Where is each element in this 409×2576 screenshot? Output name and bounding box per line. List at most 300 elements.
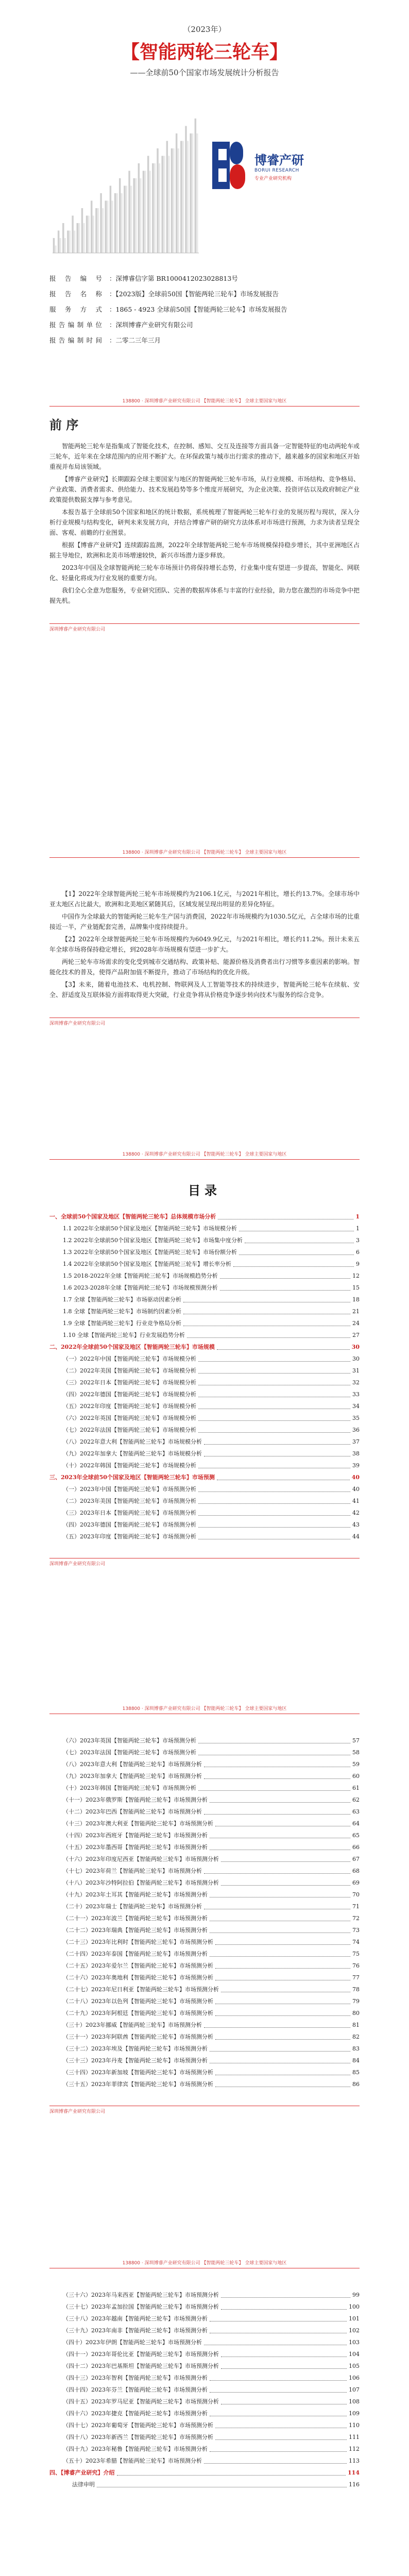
chart-bar [111, 201, 113, 253]
toc-item-page: 103 [349, 2339, 360, 2346]
toc-item[interactable] [49, 1329, 360, 1341]
chart-bar [166, 141, 168, 253]
toc-item-text: （二十五）2023年爱尔兰【智能两轮三轮车】市场预测分析 [63, 1962, 213, 1969]
chart-bar [159, 163, 160, 253]
chart-bar [163, 156, 165, 253]
toc-leader-dots [220, 1290, 350, 1291]
chart-bar [110, 186, 111, 253]
paragraph: 两轮三轮车市场需求的变化受到城市交通结构、政策补贴、能源价格及消费者出行习惯等多重因素的影响。智能化技术的普及，使得产品附加值不断提升，推动了市场结构的优化升级。 [49, 958, 360, 976]
toc-item-text: （九）2023年加拿大【智能两轮三轮车】市场预测分析 [63, 1773, 202, 1780]
meta-row [49, 304, 360, 314]
toc-leader-dots [198, 1790, 350, 1791]
toc-item-page: 102 [349, 2327, 360, 2334]
toc-leader-dots [117, 2475, 346, 2476]
toc-item-text: （四）2022年德国【智能两轮三轮车】市场规模分析 [63, 1391, 196, 1398]
paragraph: 【博睿产业研究】长期跟踪全球主要国家与地区的智能两轮三轮车市场，从行业规模、市场结构、竞争格局、产业政策、消费者需求、供给能力、技术发展趋势等多个维度开展研究，为企业决策、投资评估以及政府制定产业政策提供数据支撑与参考意见。 [49, 476, 360, 504]
toc-item[interactable] [49, 1483, 360, 1495]
toc-item-page: 24 [352, 1320, 360, 1327]
toc-item-page: 82 [352, 2033, 360, 2040]
toc-item-text: 1.5 2018-2022年全球【智能两轮三轮车】市场规模趋势分析 [63, 1273, 218, 1279]
chart-bar [187, 141, 189, 253]
toc-item[interactable] [49, 2325, 360, 2336]
toc-item-page: 73 [352, 1927, 360, 1934]
chart-bar [161, 156, 163, 253]
toc-item[interactable] [49, 1211, 360, 1223]
cover-bar-chart [49, 93, 202, 258]
toc-item[interactable] [49, 1889, 360, 1901]
toc-item-page: 64 [352, 1820, 360, 1827]
toc-item[interactable] [49, 1912, 360, 1924]
toc-item-text: （四十九）2023年秘鲁【智能两轮三轮车】市场预测分析 [63, 2446, 208, 2452]
toc-item-text: （二十九）2023年阿根廷【智能两轮三轮车】市场预测分析 [63, 2010, 213, 2016]
toc-item[interactable] [49, 1507, 360, 1519]
toc-item[interactable] [49, 1258, 360, 1270]
report-year: （2023年） [183, 25, 226, 34]
toc-item[interactable] [49, 1972, 360, 1984]
toc-item[interactable] [49, 2467, 360, 2479]
toc-title: 目录 [188, 1183, 221, 1198]
toc-item-text: 法律申明 [72, 2481, 95, 2488]
chart-bar [55, 246, 56, 253]
toc-item[interactable] [49, 2443, 360, 2455]
chart-bar [126, 186, 127, 253]
paragraph: 我们全心全意为您服务，专业研究团队、完善的数据库体系与丰富的行业经验，助力您在激烈的市场竞争中把握先机。 [49, 587, 360, 605]
chart-bar [53, 238, 55, 253]
chart-bar [74, 231, 75, 253]
toc-item-page: 111 [349, 2434, 360, 2441]
chart-bar [133, 178, 134, 253]
toc-item-text: （十）2022年韩国【智能两轮三轮车】市场规模分析 [63, 1462, 196, 1469]
toc-item-text: 1.7 全球【智能两轮三轮车】市场驱动因素分析 [63, 1296, 181, 1303]
toc-item-page: 36 [352, 1427, 360, 1433]
toc-item[interactable] [49, 2031, 360, 2043]
toc-item-page: 1 [356, 1225, 360, 1232]
toc-item[interactable] [49, 1377, 360, 1388]
toc-item-text: （二十四）2023年泰国【智能两轮三轮车】市场预测分析 [63, 1951, 208, 1957]
paragraph: 【3】未来，随着电池技术、电机控制、物联网及人工智能等技术的持续进步，智能两轮三轮车在续航、安全、舒适度及互联体验方面将取得更大突破，行业竞争将从价格竞争逐步转向技术与服务的综合竞争。 [49, 981, 360, 998]
chart-bar [116, 193, 117, 253]
toc-item[interactable] [49, 1306, 360, 1317]
chart-bar [128, 171, 130, 253]
toc-leader-dots [210, 1956, 350, 1957]
toc-item-page: 81 [352, 2022, 360, 2028]
chart-bar [185, 126, 186, 253]
chart-bar [140, 178, 141, 253]
running-header: 138800 · 深圳博睿产业研究有限公司 【智能两轮三轮车】 全球主要国家与地区 [49, 2259, 360, 2268]
toc-leader-dots [204, 1814, 350, 1815]
toc-item[interactable] [49, 2419, 360, 2431]
toc-item-text: （三）2023年日本【智能两轮三轮车】市场预测分析 [63, 1510, 196, 1516]
chart-svg [49, 93, 202, 258]
toc-item[interactable] [49, 2408, 360, 2419]
toc-item-text: （十九）2023年土耳其【智能两轮三轮车】市场预测分析 [63, 1891, 208, 1898]
toc-item-text: （四十二）2023年巴基斯坦【智能两轮三轮车】市场预测分析 [63, 2363, 219, 2369]
cover-page [0, 0, 409, 397]
toc-item-page: 30 [352, 1355, 360, 1362]
toc-item[interactable] [49, 1412, 360, 1424]
chart-bar [107, 201, 108, 253]
toc-item[interactable] [49, 1294, 360, 1306]
chart-bar [77, 223, 78, 253]
toc-leader-dots [210, 2051, 350, 2052]
toc-leader-dots [198, 1373, 350, 1374]
toc-item[interactable] [49, 2372, 360, 2384]
toc-item-text: （十八）2023年沙特阿拉伯【智能两轮三轮车】市场预测分析 [63, 1879, 219, 1886]
toc-item-text: （四十）2023年伊朗【智能两轮三轮车】市场预测分析 [63, 2339, 202, 2346]
running-header: 138800 · 深圳博睿产业研究有限公司 【智能两轮三轮车】 全球主要国家与地区 [49, 1150, 360, 1160]
chart-bar [154, 163, 156, 253]
toc-item-page: 40 [352, 1486, 360, 1493]
toc-leader-dots [221, 1885, 350, 1886]
toc-item-page: 60 [352, 1773, 360, 1780]
toc-item[interactable] [49, 1341, 360, 1353]
chart-bar [176, 133, 177, 253]
toc-item[interactable] [49, 2019, 360, 2031]
toc-item[interactable] [49, 1460, 360, 1471]
toc-item-page: 108 [349, 2398, 360, 2405]
toc-leader-dots [204, 1873, 350, 1874]
toc-item[interactable] [49, 1806, 360, 1818]
toc-item-text: 1.10 全球【智能两轮三轮车】行业发展趋势分析 [63, 1332, 185, 1338]
meta-label: 报 告 名 称 [49, 290, 102, 298]
toc-item[interactable] [49, 2066, 360, 2078]
report-title: 【智能两轮三轮车】 [121, 42, 288, 63]
toc-item[interactable] [49, 1924, 360, 1936]
toc-item-text: （四十八）2023年新西兰【智能两轮三轮车】市场预测分析 [63, 2434, 213, 2441]
meta-label: 报告编制单位 [49, 321, 102, 329]
toc-item-page: 18 [352, 1296, 360, 1303]
preface-title: 前 序 [49, 417, 79, 433]
chart-bar [91, 201, 92, 253]
logo-tagline: 专业产业研究机构 [254, 176, 292, 181]
toc-leader-dots [210, 2451, 347, 2452]
chart-bar [180, 141, 182, 253]
toc-item-text: 二、2022年全球前50个国家及地区【智能两轮三轮车】市场规模 [49, 1344, 215, 1350]
toc-item-text: （四十五）2023年罗马尼亚【智能两轮三轮车】市场预测分析 [63, 2398, 219, 2405]
toc-item-text: 三、2023年全球前50个国家及地区【智能两轮三轮车】市场预测 [49, 1474, 215, 1481]
chart-bar [69, 231, 71, 253]
toc-item[interactable] [49, 1865, 360, 1877]
toc-item-text: 1.6 2023-2028年全球【智能两轮三轮车】市场规模预测分析 [63, 1284, 218, 1291]
toc-item[interactable] [49, 1519, 360, 1531]
toc-leader-dots [204, 2463, 347, 2464]
toc-item-page: 9 [356, 1261, 360, 1267]
toc-item-page: 110 [349, 2422, 360, 2429]
chart-bar [62, 223, 64, 253]
toc-page [0, 1150, 409, 1691]
toc-item[interactable] [49, 2384, 360, 2396]
toc-leader-dots [221, 2309, 347, 2310]
toc-item-text: （十三）2023年澳大利亚【智能两轮三轮车】市场预测分析 [63, 1820, 213, 1827]
toc-item[interactable] [49, 1471, 360, 1483]
chart-bar [192, 133, 193, 253]
toc-item-text: （四）2023年德国【智能两轮三轮车】市场预测分析 [63, 1521, 196, 1528]
logo-cn-text: 博睿产研 [254, 152, 304, 167]
running-header: 138800 · 深圳博睿产业研究有限公司 【智能两轮三轮车】 全球主要国家与地区 [49, 1704, 360, 1714]
toc-leader-dots [198, 1515, 350, 1516]
toc-item-page: 41 [352, 1498, 360, 1504]
chart-bar [114, 193, 116, 253]
toc-leader-dots [221, 2297, 350, 2298]
toc-item[interactable] [49, 1995, 360, 2007]
chart-bar [83, 223, 84, 253]
toc-leader-dots [215, 2015, 350, 2016]
toc-item[interactable] [49, 1282, 360, 1294]
meta-value: ：二零二三年三月 [109, 336, 161, 344]
toc-item-text: （四十一）2023年哥伦比亚【智能两轮三轮车】市场预测分析 [63, 2351, 219, 2358]
toc-item-text: （五十）2023年希腊【智能两轮三轮车】市场预测分析 [63, 2458, 202, 2464]
toc-item-text: （三十二）2023年埃及【智能两轮三轮车】市场预测分析 [63, 2045, 208, 2052]
toc-item-text: （五）2023年印度【智能两轮三轮车】市场预测分析 [63, 1533, 196, 1540]
toc-leader-dots [198, 1420, 350, 1421]
toc-item[interactable] [49, 2043, 360, 2055]
toc-item-page: 1 [355, 1213, 360, 1220]
toc-item-text: （一）2023年中国【智能两轮三轮车】市场预测分析 [63, 1486, 196, 1493]
chart-bar [144, 171, 146, 253]
toc-item-page: 105 [349, 2363, 360, 2369]
toc-item-page: 114 [348, 2469, 360, 2476]
toc-item-page: 116 [349, 2481, 360, 2488]
toc-item[interactable] [49, 2396, 360, 2408]
toc-leader-dots [215, 2039, 350, 2040]
chart-bar [119, 178, 121, 253]
toc-item[interactable] [49, 1782, 360, 1794]
toc-item-text: （三十六）2023年马来西亚【智能两轮三轮车】市场预测分析 [63, 2292, 219, 2298]
toc-item-text: 1.3 2022年全球前50个国家及地区【智能两轮三轮车】市场份额分析 [63, 1249, 237, 1256]
toc-item-text: 1.2 2022年全球前50个国家及地区【智能两轮三轮车】市场集中度分析 [63, 1237, 243, 1244]
toc-list [49, 1211, 360, 1543]
toc-item-page: 101 [349, 2315, 360, 2322]
toc-item[interactable] [49, 2455, 360, 2467]
toc-leader-dots [198, 1361, 350, 1362]
toc-item[interactable] [49, 1317, 360, 1329]
chart-bar [130, 186, 132, 253]
toc-item[interactable] [49, 1853, 360, 1865]
chart-bar [196, 133, 198, 253]
toc-item-text: （二）2022年美国【智能两轮三轮车】市场规模分析 [63, 1367, 196, 1374]
chart-bar [59, 238, 61, 253]
paragraph: 【1】2022年全球智能两轮三轮车市场规模约为2106.1亿元，与2021年相比，增长约13.7%。全球市场中亚太地区占比最大，欧洲和北美地区紧随其后，区域发展呈现出明显的差异化特征。 [49, 890, 360, 908]
toc-item-text: 四、【博睿产业研究】介绍 [49, 2469, 115, 2476]
toc-item[interactable] [49, 1365, 360, 1377]
meta-value: ：1865 - 4923 全球前50国【智能两轮三轮车】市场发展报告 [109, 306, 287, 313]
toc-page-3 [0, 2259, 409, 2576]
toc-item-text: （六）2023年英国【智能两轮三轮车】市场预测分析 [63, 1737, 196, 1744]
toc-item-page: 31 [352, 1367, 360, 1374]
toc-item-text: （四十六）2023年捷克【智能两轮三轮车】市场预测分析 [63, 2410, 208, 2417]
toc-item-page: 72 [352, 1915, 360, 1922]
toc-leader-dots [217, 1349, 350, 1350]
toc-item[interactable] [49, 1948, 360, 1960]
toc-item-page: 104 [349, 2351, 360, 2358]
toc-item-page: 61 [352, 1785, 360, 1791]
toc-item-page: 83 [352, 2045, 360, 2052]
chart-bar [93, 216, 94, 253]
toc-item-page: 32 [352, 1379, 360, 1386]
toc-item[interactable] [49, 1841, 360, 1853]
chart-bar [102, 208, 104, 253]
running-footer: 深圳博睿产业研究有限公司 [49, 1558, 360, 1567]
meta-label: 报告编制时间 [49, 336, 102, 344]
toc-leader-dots [210, 2380, 347, 2381]
toc-item[interactable] [49, 2055, 360, 2066]
logo-en-text: BORUI RESEARCH [254, 167, 299, 173]
toc-item-text: （三十七）2023年孟加拉国【智能两轮三轮车】市场预测分析 [63, 2303, 219, 2310]
toc-item[interactable] [49, 2313, 360, 2325]
toc-item[interactable] [49, 1436, 360, 1448]
paragraph: 2023年中国及全球智能两轮三轮车市场预计仍将保持增长态势，行业集中度有望进一步提高，智能化、网联化、轻量化将成为行业发展的重要方向。 [49, 564, 360, 582]
toc-item[interactable] [49, 2431, 360, 2443]
running-header: 138800 · 深圳博睿产业研究有限公司 【智能两轮三轮车】 全球主要国家与地区 [49, 397, 360, 406]
toc-item-text: （二十八）2023年以色列【智能两轮三轮车】市场预测分析 [63, 1998, 213, 2005]
toc-item[interactable] [49, 1735, 360, 1747]
toc-item[interactable] [49, 1400, 360, 1412]
toc-item[interactable] [49, 1353, 360, 1365]
toc-item-text: （七）2022年法国【智能两轮三轮车】市场规模分析 [63, 1427, 196, 1433]
toc-item-page: 62 [352, 1797, 360, 1803]
toc-item-page: 80 [352, 2010, 360, 2016]
running-footer: 深圳博睿产业研究有限公司 [49, 2106, 360, 2114]
meta-value: ：【2023版】全球前50国【智能两轮三轮车】市场发展报告 [109, 290, 279, 298]
toc-leader-dots [221, 2368, 347, 2369]
toc-item[interactable] [49, 1936, 360, 1948]
toc-item-page: 3 [356, 1237, 360, 1244]
toc-item-text: 1.8 全球【智能两轮三轮车】市场制约因素分析 [63, 1308, 181, 1315]
toc-leader-dots [215, 1968, 350, 1969]
toc-item-page: 15 [352, 1284, 360, 1291]
report-subtitle: ——全球前50个国家市场发展统计分析报告 [130, 68, 279, 77]
toc-item[interactable] [49, 1246, 360, 1258]
chart-bar [72, 216, 73, 253]
toc-item-page: 67 [352, 1856, 360, 1862]
chart-bar [88, 216, 89, 253]
paragraph: 本报告基于全球前50个国家和地区的统计数据，系统梳理了智能两轮三轮车行业的发展历程与现状，深入分析行业规模与结构变化，研判未来发展方向，并结合博睿产研的研究方法体系对市场进行预测，力求为读者呈现全面、客观、前瞻的行业图景。 [49, 509, 360, 537]
toc-item[interactable] [49, 1901, 360, 1912]
toc-item[interactable] [49, 1531, 360, 1543]
toc-item[interactable] [49, 2289, 360, 2301]
toc-item-page: 38 [352, 1450, 360, 1457]
chart-bar [95, 208, 97, 253]
toc-item[interactable] [49, 1234, 360, 1246]
chart-bar [121, 193, 122, 253]
toc-item-page: 100 [349, 2303, 360, 2310]
meta-label: 报 告 编 号 [49, 275, 102, 282]
toc-item-page: 34 [352, 1403, 360, 1410]
chart-bar [147, 156, 149, 253]
toc-item-page: 69 [352, 1879, 360, 1886]
toc-item[interactable] [49, 2336, 360, 2348]
toc-leader-dots [215, 2439, 347, 2440]
running-footer: 深圳博睿产业研究有限公司 [49, 623, 360, 632]
summary-page [0, 848, 409, 1137]
toc-item-text: （二十二）2023年瑞典【智能两轮三轮车】市场预测分析 [63, 1927, 208, 1934]
toc-item-text: （二十）2023年瑞士【智能两轮三轮车】市场预测分析 [63, 1903, 202, 1910]
toc-item-page: 79 [352, 1998, 360, 2005]
chart-bar [143, 171, 144, 253]
toc-item-page: 84 [352, 2057, 360, 2064]
toc-item[interactable] [49, 1770, 360, 1782]
chart-bar [100, 193, 101, 253]
toc-item-page: 106 [349, 2375, 360, 2381]
toc-item-page: 63 [352, 1808, 360, 1815]
toc-item[interactable] [49, 2007, 360, 2019]
toc-item-page: 99 [352, 2292, 360, 2298]
toc-item-text: （二十七）2023年尼日利亚【智能两轮三轮车】市场预测分析 [63, 1986, 219, 1993]
toc-item-page: 40 [351, 1474, 360, 1481]
toc-item[interactable] [49, 1877, 360, 1889]
toc-item-text: （三十五）2023年菲律宾【智能两轮三轮车】市场预测分析 [63, 2081, 213, 2088]
toc-leader-dots [198, 1432, 350, 1433]
toc-item-page: 76 [352, 1962, 360, 1969]
toc-item[interactable] [49, 1984, 360, 1995]
toc-item-page: 43 [352, 1521, 360, 1528]
toc-item-text: （六）2022年英国【智能两轮三轮车】市场规模分析 [63, 1415, 196, 1421]
toc-item[interactable] [49, 1448, 360, 1460]
toc-item[interactable] [49, 1818, 360, 1829]
toc-item[interactable] [49, 2348, 360, 2360]
toc-item-page: 74 [352, 1939, 360, 1945]
toc-item[interactable] [49, 1424, 360, 1436]
toc-item-text: （二十六）2023年奥地利【智能两轮三轮车】市场预测分析 [63, 1974, 213, 1981]
toc-item[interactable] [49, 1758, 360, 1770]
chart-bar [78, 223, 80, 253]
toc-item-page: 59 [352, 1761, 360, 1768]
toc-item-page: 65 [352, 1832, 360, 1839]
toc-item-page: 21 [352, 1308, 360, 1315]
toc-item[interactable] [49, 1960, 360, 1972]
toc-item-text: （二十一）2023年波兰【智能两轮三轮车】市场预测分析 [63, 1915, 208, 1922]
chart-bar [152, 163, 154, 253]
toc-item[interactable] [49, 2479, 360, 2490]
toc-item[interactable] [49, 1270, 360, 1282]
toc-item-text: （八）2022年意大利【智能两轮三轮车】市场规模分析 [63, 1438, 202, 1445]
toc-item[interactable] [49, 2301, 360, 2313]
toc-leader-dots [233, 1266, 354, 1267]
paragraph: 根据【博睿产业研究】连续跟踪监测，2022年全球智能两轮三轮车市场规模保持稳步增长，其中亚洲地区占据主导地位，欧洲和北美市场增速较快，新兴市场潜力逐步释放。 [49, 541, 360, 560]
toc-item-text: （二）2023年美国【智能两轮三轮车】市场预测分析 [63, 1498, 196, 1504]
meta-row [49, 320, 360, 329]
toc-item[interactable] [49, 2360, 360, 2372]
chart-bar [190, 133, 191, 253]
toc-item-page: 77 [352, 1974, 360, 1981]
toc-leader-dots [204, 1778, 350, 1779]
meta-label: 服 务 方 式 [49, 306, 102, 313]
toc-item-text: （十六）2023年印度尼西亚【智能两轮三轮车】市场预测分析 [63, 1856, 219, 1862]
toc-item-text: 1.9 全球【智能两轮三轮车】行业竞争格局分析 [63, 1320, 181, 1327]
toc-item-text: （十七）2023年荷兰【智能两轮三轮车】市场预测分析 [63, 1868, 202, 1874]
toc-item[interactable] [49, 1829, 360, 1841]
toc-item-page: 39 [352, 1462, 360, 1469]
toc-item[interactable] [49, 1388, 360, 1400]
toc-item[interactable] [49, 1223, 360, 1234]
toc-item[interactable] [49, 1747, 360, 1758]
toc-item[interactable] [49, 2078, 360, 2090]
running-header: 138800 · 深圳博睿产业研究有限公司 【智能两轮三轮车】 全球主要国家与地区 [49, 848, 360, 858]
logo-mark-icon [211, 134, 251, 196]
meta-row [49, 289, 360, 298]
toc-item-text: （一）2022年中国【智能两轮三轮车】市场规模分析 [63, 1355, 196, 1362]
toc-list [49, 1735, 360, 2090]
toc-item[interactable] [49, 1794, 360, 1806]
toc-item-page: 35 [352, 1415, 360, 1421]
chart-bar [58, 231, 59, 253]
toc-item[interactable] [49, 1495, 360, 1507]
toc-item-text: （十四）2023年西班牙【智能两轮三轮车】市场预测分析 [63, 1832, 208, 1839]
toc-item-page: 85 [352, 2069, 360, 2076]
toc-item-page: 107 [349, 2386, 360, 2393]
chart-bar [182, 141, 184, 253]
chart-bar [81, 208, 83, 253]
